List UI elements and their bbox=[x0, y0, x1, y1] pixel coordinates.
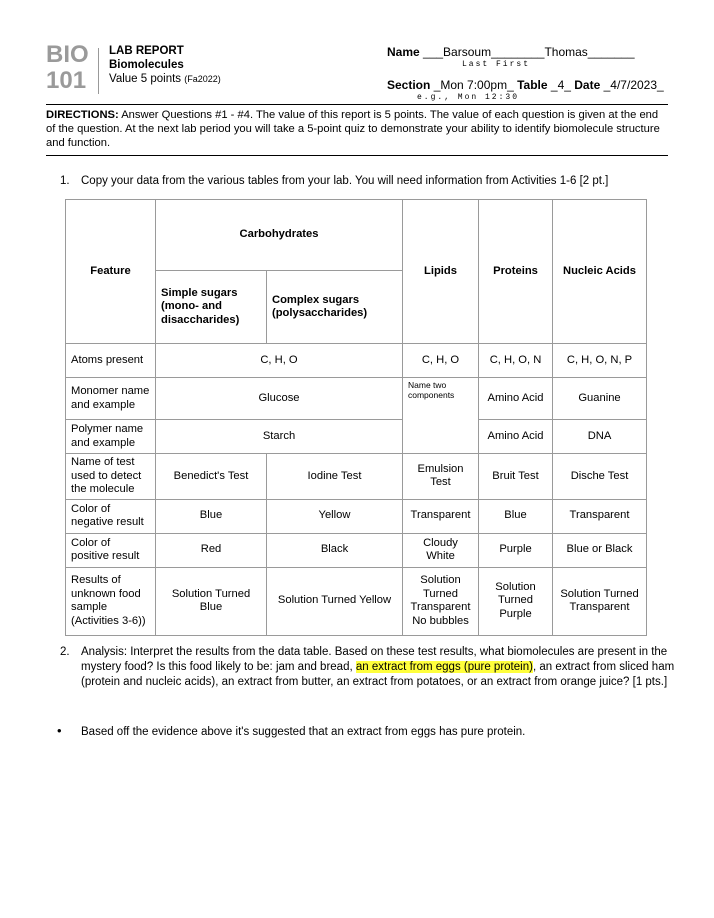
row-label-positive: Color of positive result bbox=[66, 533, 156, 567]
name-hint: Last First bbox=[462, 60, 531, 69]
unk-proteins[interactable]: Solution Turned Purple bbox=[479, 567, 553, 635]
row-label-monomer: Monomer name and example bbox=[66, 378, 156, 420]
name-value[interactable]: ___Barsoum________Thomas_______ bbox=[423, 45, 635, 59]
table-value[interactable]: _4_ bbox=[550, 78, 571, 92]
q1-number: 1. bbox=[60, 175, 70, 187]
neg-complex[interactable]: Yellow bbox=[267, 499, 403, 533]
polymer-proteins[interactable]: Amino Acid bbox=[479, 420, 553, 454]
atoms-lipids[interactable]: C, H, O bbox=[403, 344, 479, 378]
name-label: Name bbox=[387, 45, 420, 59]
polymer-nucleic[interactable]: DNA bbox=[553, 420, 647, 454]
q1-text: Copy your data from the various tables from your lab. You will need information from Activities 1-6 [2 pt.] bbox=[81, 175, 609, 187]
neg-nucleic[interactable]: Transparent bbox=[553, 499, 647, 533]
table-label: Table bbox=[517, 78, 548, 92]
test-complex[interactable]: Iodine Test bbox=[267, 454, 403, 500]
test-nucleic[interactable]: Dische Test bbox=[553, 454, 647, 500]
unk-nucleic[interactable]: Solution Turned Transparent bbox=[553, 567, 647, 635]
header-carbohydrates: Carbohydrates bbox=[156, 200, 403, 271]
unk-lipids[interactable]: Solution Turned Transparent No bubbles bbox=[403, 567, 479, 635]
lipid-components-hint: Name two components bbox=[408, 380, 455, 400]
course-code-top: BIO bbox=[46, 41, 89, 68]
pos-complex[interactable]: Black bbox=[267, 533, 403, 567]
unk-simple[interactable]: Solution Turned Blue bbox=[156, 567, 267, 635]
report-value: Value 5 points bbox=[109, 73, 182, 85]
q2-text-before: Analysis: Interpret the results from the data table. Based on these test results, what biomolecules are present in the mystery food? Is this food likely to be: jam and bread, bbox=[81, 646, 668, 673]
atoms-nucleic[interactable]: C, H, O, N, P bbox=[553, 344, 647, 378]
polymer-carbohydrates[interactable]: Starch bbox=[156, 420, 403, 454]
test-lipids[interactable]: Emulsion Test bbox=[403, 454, 479, 500]
neg-proteins[interactable]: Blue bbox=[479, 499, 553, 533]
row-label-unknown: Results of unknown food sample (Activities 3-6)) bbox=[66, 567, 156, 635]
report-info bbox=[109, 44, 221, 86]
date-label: Date bbox=[574, 78, 601, 92]
section-label: Section bbox=[387, 78, 431, 92]
neg-simple[interactable]: Blue bbox=[156, 499, 267, 533]
directions-label: DIRECTIONS: bbox=[46, 109, 119, 121]
section-value[interactable]: _Mon 7:00pm_ bbox=[433, 78, 514, 92]
row-label-polymer: Polymer name and example bbox=[66, 420, 156, 454]
header-divider bbox=[98, 48, 99, 94]
course-code-bottom: 101 bbox=[46, 67, 87, 94]
header-lipids: Lipids bbox=[403, 200, 479, 344]
directions-text: Answer Questions #1 - #4. The value of this report is 5 points. The value of each question is given at the end of the question. At the next lab period you will take a 5-point quiz to demonstrate your ability to identify biomolecule structure and function. bbox=[46, 109, 660, 149]
monomer-proteins[interactable]: Amino Acid bbox=[479, 378, 553, 420]
lipid-components-cell[interactable] bbox=[403, 378, 479, 454]
pos-proteins[interactable]: Purple bbox=[479, 533, 553, 567]
answer-bullet: • bbox=[57, 723, 62, 738]
unk-complex[interactable]: Solution Turned Yellow bbox=[267, 567, 403, 635]
header-feature: Feature bbox=[66, 200, 156, 344]
header-simple-sugars: Simple sugars (mono- and disaccharides) bbox=[156, 271, 267, 344]
data-table bbox=[65, 199, 647, 636]
pos-lipids[interactable]: Cloudy White bbox=[403, 533, 479, 567]
row-label-test: Name of test used to detect the molecule bbox=[66, 454, 156, 500]
q2-number: 2. bbox=[60, 646, 70, 658]
directions-bottom-rule bbox=[46, 155, 668, 156]
header-complex-sugars: Complex sugars (polysaccharides) bbox=[267, 271, 403, 344]
q2-text bbox=[81, 645, 679, 690]
monomer-carbohydrates[interactable]: Glucose bbox=[156, 378, 403, 420]
pos-nucleic[interactable]: Blue or Black bbox=[553, 533, 647, 567]
date-value[interactable]: _4/7/2023_ bbox=[603, 78, 664, 92]
report-term: (Fa2022) bbox=[184, 74, 221, 84]
report-subject: Biomolecules bbox=[109, 59, 184, 71]
answer-text[interactable]: Based off the evidence above it's suggested that an extract from eggs has pure protein. bbox=[81, 726, 526, 738]
row-label-negative: Color of negative result bbox=[66, 499, 156, 533]
test-simple[interactable]: Benedict's Test bbox=[156, 454, 267, 500]
directions-top-rule bbox=[46, 104, 668, 105]
row-label-atoms: Atoms present bbox=[66, 344, 156, 378]
q2-highlight: an extract from eggs (pure protein) bbox=[355, 661, 533, 673]
pos-simple[interactable]: Red bbox=[156, 533, 267, 567]
name-block bbox=[387, 45, 664, 102]
atoms-proteins[interactable]: C, H, O, N bbox=[479, 344, 553, 378]
header-proteins: Proteins bbox=[479, 200, 553, 344]
monomer-nucleic[interactable]: Guanine bbox=[553, 378, 647, 420]
directions bbox=[46, 108, 668, 150]
header-nucleic-acids: Nucleic Acids bbox=[553, 200, 647, 344]
q2-text-after: , an extract from sliced ham (protein and nucleic acids), an extract from butter, an extract from potatoes, or an extract from orange juice? [1 pts.] bbox=[81, 661, 675, 688]
atoms-carbohydrates[interactable]: C, H, O bbox=[156, 344, 403, 378]
test-proteins[interactable]: Bruit Test bbox=[479, 454, 553, 500]
course-code bbox=[46, 42, 89, 94]
report-title: LAB REPORT bbox=[109, 45, 184, 57]
neg-lipids[interactable]: Transparent bbox=[403, 499, 479, 533]
section-hint: e.g., Mon 12:30 bbox=[417, 93, 520, 102]
